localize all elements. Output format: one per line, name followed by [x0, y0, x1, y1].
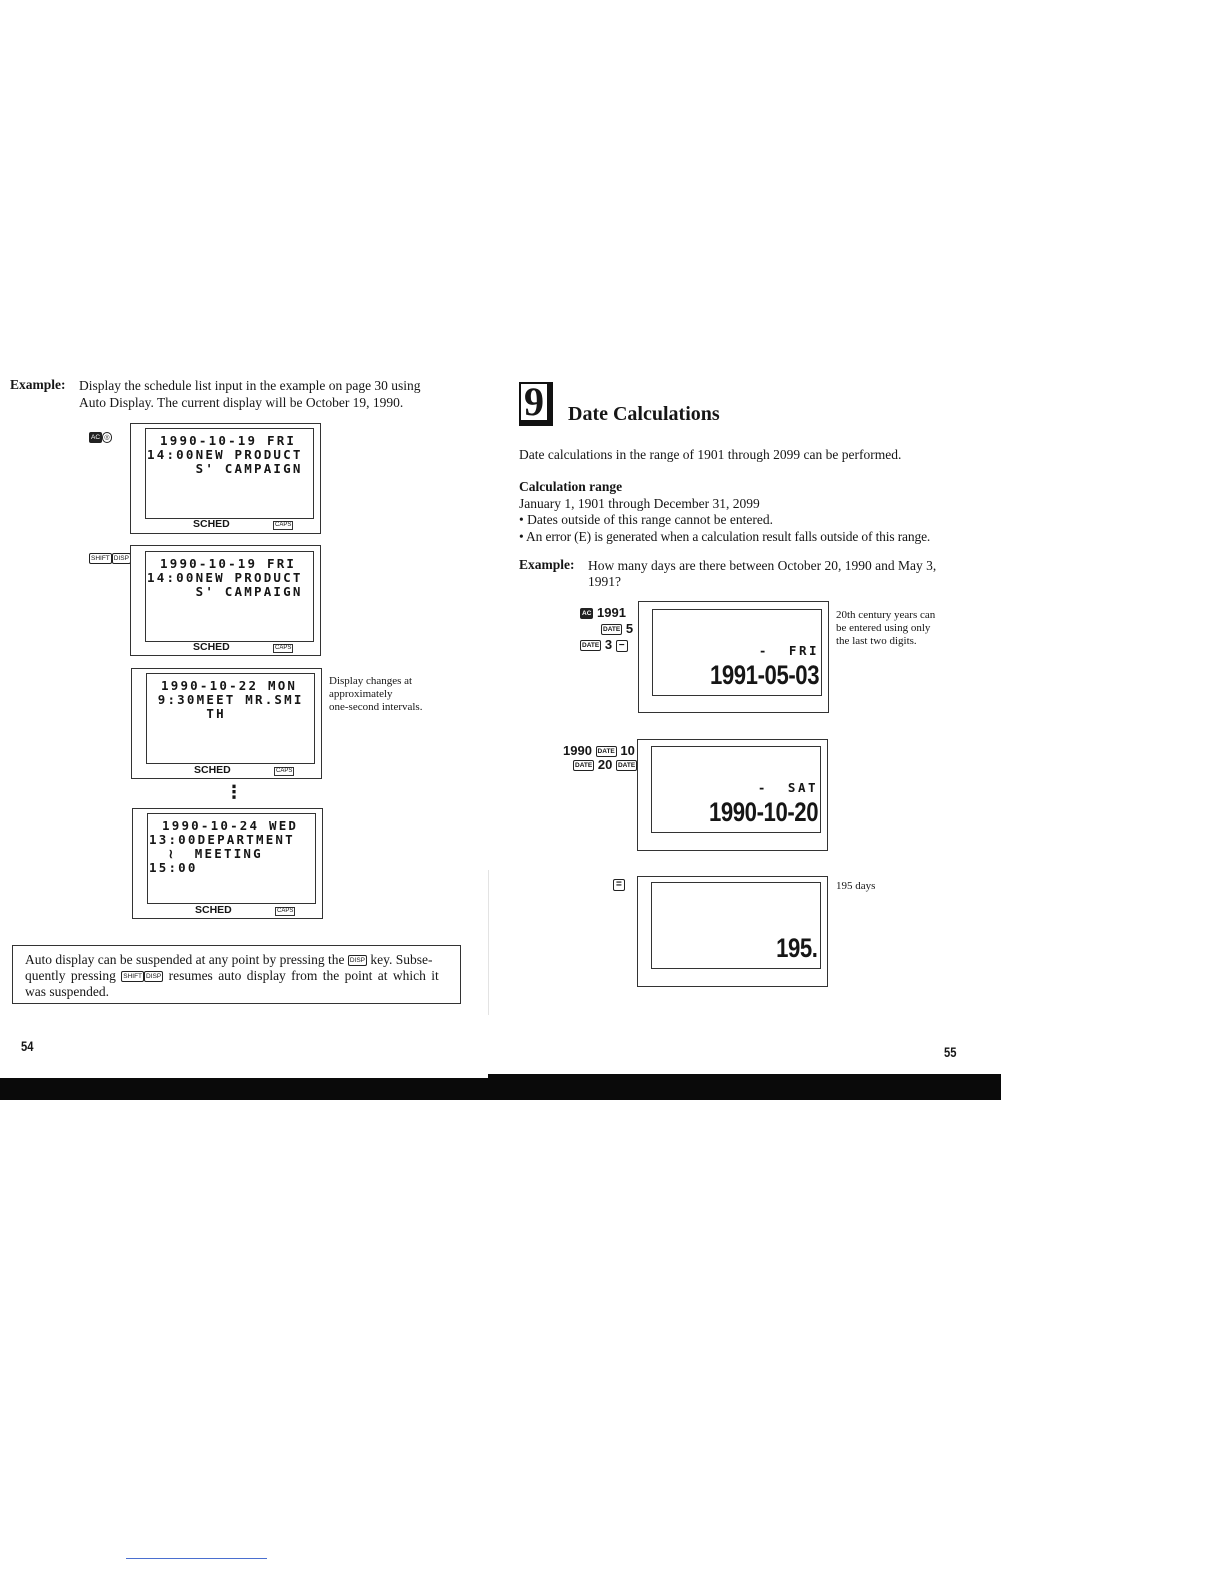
disp-key: DISP — [349, 957, 365, 965]
bullet-1: • Dates outside of this range cannot be entered. — [519, 512, 774, 527]
lcd-inner-4 — [147, 813, 316, 904]
date-value: 1991-05-03 — [709, 660, 819, 690]
bottom-rule — [126, 1558, 267, 1559]
key-op-ac-clock — [89, 428, 112, 446]
key-value: 10 — [620, 743, 635, 758]
date-value: 1990-10-20 — [708, 797, 818, 827]
date-key[interactable]: DATE — [597, 748, 615, 756]
note-box-line3: was suspended. — [25, 984, 109, 999]
lcd-inner-3 — [146, 673, 315, 764]
result-display-1-inner — [652, 609, 822, 696]
lcd-screen-4 — [132, 808, 323, 919]
ac-key[interactable]: AC — [91, 433, 101, 441]
key-op-shift-disp — [89, 549, 131, 567]
sched-indicator: SCHED — [195, 904, 232, 916]
section-title: Date Calculations — [568, 403, 720, 425]
lcd-line: ≀ MEETING — [149, 846, 263, 861]
example-label-right: Example: — [519, 557, 575, 572]
result-display-2 — [637, 739, 828, 851]
shift-key: SHIFT — [123, 973, 143, 981]
caps-indicator: CAPS — [276, 768, 293, 774]
lcd-line: 14:00NEW PRODUCT — [147, 447, 303, 462]
equals-key[interactable]: = — [613, 879, 625, 891]
key-seq-date-3-minus — [580, 637, 628, 652]
bullet-2: • An error (E) is generated when a calculation result falls outside of this range. — [519, 529, 931, 544]
note-text: Auto display can be suspended at any point by pressing the — [25, 952, 345, 967]
vertical-ellipsis: ⋮ — [225, 782, 243, 802]
disp-key: DISP — [146, 973, 162, 981]
note-box-line2 — [25, 968, 439, 984]
result-display-1 — [638, 601, 829, 713]
page-number-left: 54 — [21, 1038, 34, 1054]
caps-indicator: CAPS — [275, 645, 292, 651]
key-seq-equals — [613, 876, 625, 891]
note1-line2: be entered using only — [836, 622, 931, 634]
calc-range-heading: Calculation range — [519, 479, 623, 494]
date-key[interactable]: DATE — [617, 762, 636, 770]
example-right-line2: 1991? — [588, 574, 621, 589]
lcd-screen-3 — [131, 668, 322, 779]
caps-indicator: CAPS — [275, 522, 292, 528]
key-value: 3 — [604, 637, 613, 652]
note-text: key. Subse- — [370, 952, 433, 967]
key-value: 20 — [597, 757, 613, 772]
ac-key[interactable]: AC — [582, 610, 592, 618]
note2: 195 days — [836, 880, 876, 892]
result-display-3 — [637, 876, 828, 987]
lcd-line: 13:00DEPARTMENT — [149, 832, 295, 847]
lcd-line: 15:00 — [149, 860, 198, 875]
note-text: quently pressing — [25, 968, 116, 983]
sched-indicator: SCHED — [193, 641, 230, 653]
note1-line1: 20th century years can — [836, 609, 936, 621]
key-seq-1990-date-10 — [563, 743, 635, 758]
lcd-screen-2 — [130, 545, 321, 656]
date-key[interactable]: DATE — [575, 762, 593, 770]
lcd-line: 14:00NEW PRODUCT — [147, 570, 303, 585]
note-box-line1 — [25, 952, 433, 968]
lcd-line: 1990-10-19 FRI — [160, 556, 297, 571]
shift-key[interactable]: SHIFT — [91, 554, 110, 562]
intro-text: Date calculations in the range of 1901 through 2099 can be performed. — [519, 447, 902, 462]
example-label: Example: — [10, 377, 66, 392]
lcd-line: S' CAMPAIGN — [147, 584, 303, 599]
key-seq-date-5 — [601, 621, 633, 636]
bottom-binding-bar-edge — [488, 1074, 1001, 1079]
page-number-right: 55 — [944, 1044, 957, 1060]
bottom-binding-bar — [0, 1078, 1001, 1100]
lcd-line: TH — [148, 706, 226, 721]
side-note-line2: approximately — [329, 688, 393, 700]
lcd-screen-1 — [130, 423, 321, 534]
gutter-line — [488, 870, 489, 1015]
key-seq-ac-1991 — [580, 605, 626, 620]
key-value: 1990 — [563, 743, 592, 758]
section-number: 9 — [524, 379, 544, 424]
note-text: resumes auto display from the point at which it — [168, 968, 439, 983]
sched-indicator: SCHED — [194, 764, 231, 776]
result-display-3-inner — [651, 882, 821, 969]
day-of-week: - SAT — [757, 780, 818, 795]
auto-display-note-box — [12, 945, 461, 1004]
key-value: 5 — [625, 621, 634, 636]
sched-indicator: SCHED — [193, 518, 230, 530]
disp-key[interactable]: DISP — [113, 554, 129, 562]
lcd-line: 9:30MEET MR.SMI — [148, 692, 304, 707]
example-right-line1: How many days are there between October 20, 1990 and May 3, — [588, 558, 937, 573]
calc-range-text: January 1, 1901 through December 31, 2099 — [519, 496, 760, 511]
note1-line3: the last two digits. — [836, 635, 917, 647]
lcd-line: 1990-10-24 WED — [162, 818, 299, 833]
date-key[interactable]: DATE — [603, 626, 621, 634]
clock-key[interactable]: ◎ — [104, 433, 110, 441]
lcd-line: 1990-10-19 FRI — [160, 433, 297, 448]
example-text-line2: Auto Display. The current display will be October 19, 1990. — [79, 395, 404, 410]
side-note-line3: one-second intervals. — [329, 701, 423, 713]
example-text-line1: Display the schedule list input in the example on page 30 using — [79, 378, 421, 393]
result-display-2-inner — [651, 746, 821, 833]
lcd-inner-2 — [145, 551, 314, 642]
key-seq-date-20-date — [573, 757, 637, 772]
caps-indicator: CAPS — [277, 908, 294, 914]
key-value: 1991 — [597, 605, 626, 620]
lcd-line: S' CAMPAIGN — [147, 461, 303, 476]
lcd-line: 1990-10-22 MON — [161, 678, 298, 693]
section-number-box — [519, 379, 553, 426]
day-of-week: - FRI — [758, 643, 819, 658]
minus-key[interactable]: − — [616, 640, 628, 652]
result-value: 195. — [776, 933, 818, 963]
lcd-inner-1 — [145, 428, 314, 519]
side-note-line1: Display changes at — [329, 675, 413, 687]
date-key[interactable]: DATE — [582, 642, 600, 650]
